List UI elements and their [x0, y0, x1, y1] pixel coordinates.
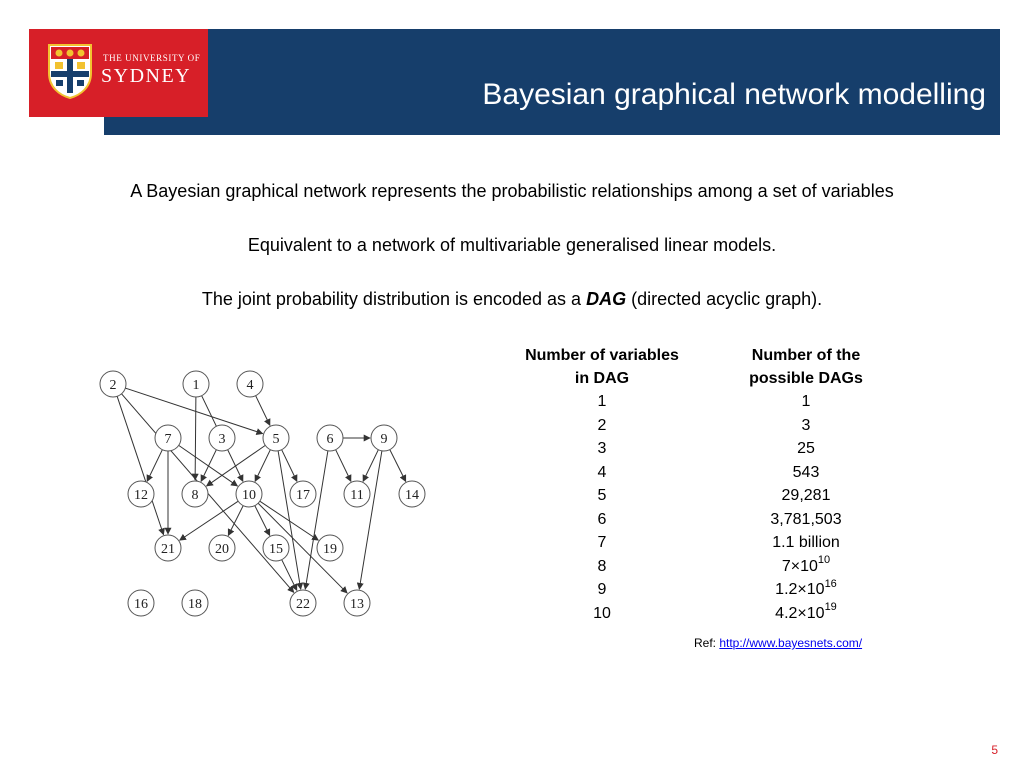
node-label: 2: [109, 378, 117, 393]
node-label: 14: [405, 488, 419, 503]
dag-count-table: [500, 344, 908, 625]
cell-dags: 543: [792, 463, 820, 481]
table-header-row: [500, 344, 908, 390]
node-label: 15: [269, 542, 283, 557]
body-line-3-post: (directed acyclic graph).: [626, 289, 823, 309]
edge-5-10: [255, 450, 270, 482]
logo-text-big: SYDNEY: [101, 65, 192, 87]
cell-dags: 29,281: [781, 487, 831, 504]
node-label: 22: [296, 597, 310, 612]
node-12: [128, 481, 154, 507]
cell-dags: 3: [801, 416, 811, 434]
node-label: 4: [246, 378, 254, 393]
cell-dags: 1: [801, 393, 811, 410]
node-2: [100, 371, 126, 397]
edge-5-17: [282, 450, 297, 482]
cell-variables: 2: [597, 416, 607, 434]
node-19: [317, 535, 343, 561]
node-16: [128, 590, 154, 616]
reference-label: Ref:: [694, 636, 720, 650]
node-9: [371, 425, 397, 451]
node-label: 13: [350, 597, 364, 612]
node-label: 12: [134, 488, 148, 503]
node-label: 9: [380, 432, 388, 447]
edge-10-21: [180, 501, 239, 540]
table-row: [500, 508, 908, 532]
edge-3-8: [201, 450, 216, 482]
cell-variables: 4: [597, 463, 607, 481]
table-row: [500, 461, 908, 485]
node-label: 10: [242, 488, 256, 503]
node-21: [155, 535, 181, 561]
cell-dags: $7\times 10^{10}$: [781, 554, 831, 575]
node-label: 7: [164, 432, 172, 447]
node-8: [182, 481, 208, 507]
node-4: [237, 371, 263, 397]
dag-emphasis: DAG: [586, 289, 627, 309]
node-label: 8: [191, 488, 199, 503]
node-label: 17: [296, 488, 310, 503]
edge-9-14: [390, 450, 406, 482]
cell-variables: 1: [597, 393, 607, 410]
body-line-2: Equivalent to a network of multivariable generalised linear models.: [247, 235, 777, 255]
cell-dags: 3,781,503: [770, 510, 842, 528]
table-row: [500, 531, 908, 555]
logo-text-small: THE UNIVERSITY OF: [103, 53, 201, 63]
cell-variables: 9: [597, 581, 607, 598]
cell-variables: 6: [597, 510, 607, 528]
table-row: [500, 390, 908, 414]
node-label: 3: [218, 432, 226, 447]
page-number: 5: [991, 743, 998, 757]
cell-variables: 5: [597, 487, 607, 504]
edge-15-22: [282, 560, 297, 591]
node-13: [344, 590, 370, 616]
cell-variables: 7: [597, 534, 607, 551]
cell-dags: 25: [797, 440, 815, 457]
node-label: 18: [188, 597, 202, 612]
edge-6-22: [305, 451, 328, 589]
node-label: 21: [161, 542, 175, 557]
edge-10-15: [255, 506, 270, 536]
reference: [694, 636, 862, 650]
table-row: [500, 437, 908, 461]
node-6: [317, 425, 343, 451]
node-1: [183, 371, 209, 397]
node-7: [155, 425, 181, 451]
node-17: [290, 481, 316, 507]
node-18: [182, 590, 208, 616]
node-5: [263, 425, 289, 451]
edge-7-12: [147, 450, 162, 482]
table-row: [500, 555, 908, 579]
node-label: 19: [323, 542, 337, 557]
body-line-1: A Bayesian graphical network represents the probabilistic relationships among a set of variables: [130, 181, 894, 201]
header-number-of-dags: Number of the possible DAGs: [749, 347, 863, 387]
table-row: [500, 484, 908, 508]
cell-dags: $1.2\times 10^{16}$: [775, 577, 837, 598]
cell-dags: $4.2\times 10^{19}$: [775, 601, 837, 622]
crest-icon: [47, 43, 93, 99]
node-14: [399, 481, 425, 507]
reference-link[interactable]: http://www.bayesnets.com/: [719, 636, 863, 650]
cell-variables: 8: [597, 557, 607, 575]
cell-variables: 3: [597, 440, 607, 457]
node-22: [290, 590, 316, 616]
node-label: 5: [272, 432, 280, 447]
node-15: [263, 535, 289, 561]
node-11: [344, 481, 370, 507]
edge-2-21: [117, 396, 163, 534]
body-line-3: [0, 289, 1024, 310]
slide-title: Bayesian graphical network modelling: [482, 78, 986, 111]
table-row: [500, 414, 908, 438]
cell-dags: 1.1 billion: [772, 534, 840, 551]
edge-9-13: [359, 451, 382, 589]
edge-5-22: [278, 451, 301, 589]
edge-6-11: [336, 450, 351, 482]
dag-diagram: [90, 360, 440, 625]
node-10: [236, 481, 262, 507]
table-row: [500, 602, 908, 626]
header-number-of-variables: Number of variables in DAG: [525, 347, 679, 387]
cell-variables: 10: [593, 604, 611, 622]
body-line-3-pre: The joint probability distribution is encoded as a: [201, 289, 587, 309]
node-label: 16: [134, 597, 148, 612]
edge-1-8: [195, 397, 196, 480]
edge-4-5: [256, 396, 270, 426]
node-label: 1: [192, 378, 200, 393]
table-row: [500, 578, 908, 602]
node-20: [209, 535, 235, 561]
node-label: 20: [215, 542, 229, 557]
node-label: 6: [326, 432, 334, 447]
node-label: 11: [350, 488, 364, 503]
node-3: [209, 425, 235, 451]
university-logo: [29, 29, 208, 117]
edge-9-11: [363, 450, 378, 482]
